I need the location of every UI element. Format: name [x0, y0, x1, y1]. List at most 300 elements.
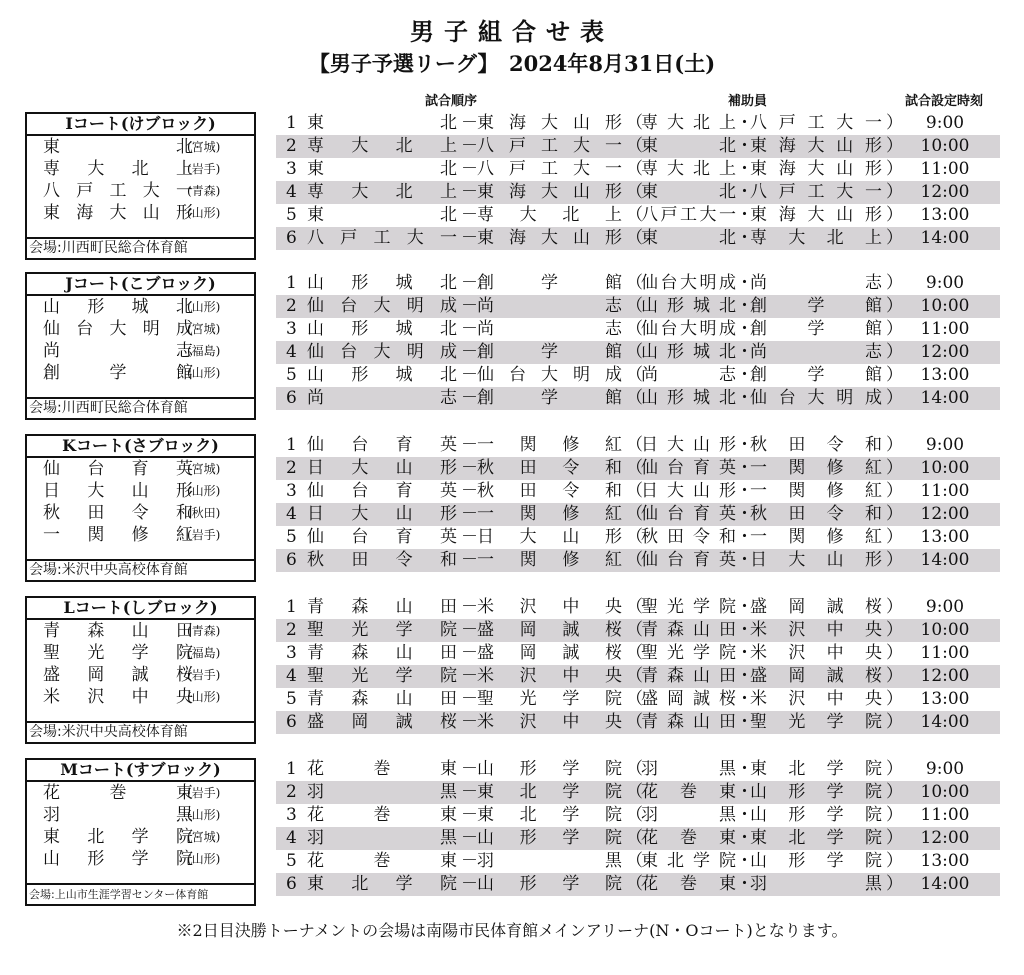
match-team-a: 東北	[307, 159, 457, 179]
match-row	[276, 364, 1000, 387]
assistant-1: 東北学院	[641, 851, 736, 871]
assistant-1: 専大北上	[641, 159, 736, 179]
paren-close: ）	[886, 874, 903, 894]
assistant-2: 一関修紅	[750, 458, 882, 478]
paren-close: ）	[886, 205, 903, 225]
separator-dot: ・	[736, 805, 753, 825]
match-row	[276, 204, 1000, 227]
team-entry	[27, 848, 254, 870]
match-team-b: 専大北上	[477, 205, 622, 225]
separator-dot: ・	[736, 159, 753, 179]
paren-close: ）	[886, 228, 903, 248]
match-time: 10:00	[920, 136, 970, 156]
versus-dash: －	[461, 597, 478, 617]
match-team-a: 花巻東	[307, 851, 457, 871]
paren-open: （	[626, 805, 643, 825]
match-team-a: 聖光学院	[307, 666, 457, 686]
match-team-a: 山形城北	[307, 319, 457, 339]
court-title: Mコート(すブロック)	[27, 760, 254, 782]
match-time: 11:00	[920, 319, 970, 339]
team-name: 東北学院	[43, 827, 193, 847]
court-title: Lコート(しブロック)	[27, 598, 254, 620]
versus-dash: －	[461, 435, 478, 455]
assistant-1: 東北	[641, 228, 736, 248]
match-number: 2	[286, 620, 297, 640]
paren-close: ）	[886, 851, 903, 871]
versus-dash: －	[461, 481, 478, 501]
assistant-1: 羽黒	[641, 759, 736, 779]
match-number: 1	[286, 435, 297, 455]
paren-close: ）	[886, 805, 903, 825]
team-name: 仙台育英	[43, 459, 193, 479]
match-row	[276, 135, 1000, 158]
team-entry	[27, 686, 254, 708]
match-list	[276, 272, 1000, 410]
match-time: 9:00	[925, 113, 965, 133]
separator-dot: ・	[736, 504, 753, 524]
match-number: 1	[286, 759, 297, 779]
team-prefecture: (青森)	[187, 184, 221, 198]
separator-dot: ・	[736, 597, 753, 617]
court-box	[25, 434, 256, 582]
match-number: 1	[286, 113, 297, 133]
separator-dot: ・	[736, 828, 753, 848]
separator-dot: ・	[736, 782, 753, 802]
team-name: 花巻東	[43, 783, 193, 803]
match-time: 11:00	[920, 805, 970, 825]
team-name: 山形学院	[43, 849, 193, 869]
match-time: 14:00	[920, 874, 970, 894]
team-name: 聖光学院	[43, 643, 193, 663]
assistant-1: 羽黒	[641, 805, 736, 825]
team-name: 羽黒	[43, 805, 193, 825]
team-name: 尚志	[43, 341, 193, 361]
paren-close: ）	[886, 527, 903, 547]
paren-open: （	[626, 874, 643, 894]
match-time: 12:00	[920, 504, 970, 524]
team-prefecture: (山形)	[187, 852, 221, 866]
separator-dot: ・	[736, 874, 753, 894]
match-team-a: 仙台育英	[307, 481, 457, 501]
versus-dash: －	[461, 159, 478, 179]
match-time: 9:00	[925, 273, 965, 293]
match-team-b: 尚志	[477, 296, 622, 316]
match-team-a: 盛岡誠桜	[307, 712, 457, 732]
match-number: 5	[286, 205, 297, 225]
match-time: 9:00	[925, 435, 965, 455]
team-entry	[27, 318, 254, 340]
match-time: 14:00	[920, 228, 970, 248]
paren-close: ）	[886, 273, 903, 293]
match-team-b: 創学館	[477, 388, 622, 408]
paren-open: （	[626, 113, 643, 133]
match-team-b: 創学館	[477, 273, 622, 293]
court-block	[0, 596, 1024, 752]
paren-open: （	[626, 597, 643, 617]
assistant-1: 専大北上	[641, 113, 736, 133]
assistant-2: 尚志	[750, 273, 882, 293]
match-team-a: 東北	[307, 205, 457, 225]
match-team-a: 東北学院	[307, 874, 457, 894]
assistant-2: 仙台大明成	[750, 388, 882, 408]
team-prefecture: (山形)	[187, 484, 221, 498]
court-title: Iコート(けブロック)	[27, 114, 254, 136]
match-number: 3	[286, 159, 297, 179]
paren-close: ）	[886, 296, 903, 316]
separator-dot: ・	[736, 550, 753, 570]
team-entry	[27, 180, 254, 202]
paren-open: （	[626, 527, 643, 547]
paren-open: （	[626, 712, 643, 732]
versus-dash: －	[461, 689, 478, 709]
separator-dot: ・	[736, 136, 753, 156]
paren-close: ）	[886, 388, 903, 408]
header-match-order: 試合順序	[425, 94, 478, 109]
versus-dash: －	[461, 458, 478, 478]
match-team-b: 山形学院	[477, 828, 622, 848]
match-team-a: 青森山田	[307, 643, 457, 663]
match-row	[276, 688, 1000, 711]
match-team-b: 尚志	[477, 319, 622, 339]
paren-open: （	[626, 228, 643, 248]
court-box	[25, 112, 256, 260]
match-team-a: 専大北上	[307, 182, 457, 202]
court-box	[25, 596, 256, 744]
match-row	[276, 272, 1000, 295]
separator-dot: ・	[736, 527, 753, 547]
team-name: 東北	[43, 137, 193, 157]
match-time: 10:00	[920, 296, 970, 316]
match-row	[276, 318, 1000, 341]
match-number: 3	[286, 481, 297, 501]
match-row	[276, 387, 1000, 410]
assistant-2: 米沢中央	[750, 689, 882, 709]
match-team-b: 聖光学院	[477, 689, 622, 709]
match-team-a: 山形城北	[307, 273, 457, 293]
versus-dash: －	[461, 712, 478, 732]
team-entry	[27, 296, 254, 318]
team-entry	[27, 480, 254, 502]
separator-dot: ・	[736, 319, 753, 339]
separator-dot: ・	[736, 620, 753, 640]
match-team-b: 一関修紅	[477, 435, 622, 455]
team-prefecture: (山形)	[187, 206, 221, 220]
match-team-a: 山形城北	[307, 365, 457, 385]
match-number: 5	[286, 689, 297, 709]
paren-close: ）	[886, 504, 903, 524]
paren-open: （	[626, 182, 643, 202]
paren-open: （	[626, 136, 643, 156]
separator-dot: ・	[736, 388, 753, 408]
match-team-a: 仙台大明成	[307, 342, 457, 362]
versus-dash: －	[461, 782, 478, 802]
versus-dash: －	[461, 113, 478, 133]
team-entry	[27, 458, 254, 480]
venue-label: 会場:川西町民総合体育館	[27, 397, 254, 418]
match-row	[276, 549, 1000, 572]
match-time: 13:00	[920, 851, 970, 871]
paren-close: ）	[886, 643, 903, 663]
assistant-1: 秋田令和	[641, 527, 736, 547]
versus-dash: －	[461, 527, 478, 547]
match-team-a: 日大山形	[307, 504, 457, 524]
separator-dot: ・	[736, 113, 753, 133]
match-row	[276, 619, 1000, 642]
team-entry	[27, 664, 254, 686]
match-number: 6	[286, 712, 297, 732]
venue-label: 会場:米沢中央高校体育館	[27, 721, 254, 742]
assistant-2: 米沢中央	[750, 620, 882, 640]
assistant-2: 秋田令和	[750, 435, 882, 455]
paren-open: （	[626, 388, 643, 408]
assistant-2: 東海大山形	[750, 136, 882, 156]
match-time: 12:00	[920, 342, 970, 362]
match-list	[276, 758, 1000, 896]
team-name: 創学館	[43, 363, 193, 383]
match-team-b: 八戸工大一	[477, 159, 622, 179]
assistant-1: 日大山形	[641, 435, 736, 455]
assistant-1: 日大山形	[641, 481, 736, 501]
assistant-2: 東北学院	[750, 759, 882, 779]
team-entry	[27, 502, 254, 524]
match-team-b: 東海大山形	[477, 182, 622, 202]
paren-open: （	[626, 782, 643, 802]
match-team-b: 東海大山形	[477, 228, 622, 248]
assistant-1: 尚志	[641, 365, 736, 385]
versus-dash: －	[461, 851, 478, 871]
paren-close: ）	[886, 458, 903, 478]
paren-close: ）	[886, 689, 903, 709]
match-list	[276, 112, 1000, 250]
team-prefecture: (秋田)	[187, 506, 221, 520]
assistant-2: 創学館	[750, 365, 882, 385]
paren-close: ）	[886, 159, 903, 179]
paren-close: ）	[886, 620, 903, 640]
match-number: 1	[286, 273, 297, 293]
match-row	[276, 181, 1000, 204]
match-time: 14:00	[920, 712, 970, 732]
assistant-1: 花巻東	[641, 828, 736, 848]
paren-open: （	[626, 643, 643, 663]
match-team-a: 花巻東	[307, 805, 457, 825]
paren-close: ）	[886, 782, 903, 802]
team-entry	[27, 804, 254, 826]
paren-open: （	[626, 458, 643, 478]
match-row	[276, 158, 1000, 181]
versus-dash: －	[461, 620, 478, 640]
match-number: 3	[286, 643, 297, 663]
team-prefecture: (青森)	[187, 624, 221, 638]
court-title: Jコート(こブロック)	[27, 274, 254, 296]
paren-close: ）	[886, 182, 903, 202]
assistant-1: 山形城北	[641, 296, 736, 316]
match-number: 3	[286, 805, 297, 825]
match-number: 1	[286, 597, 297, 617]
court-block	[0, 272, 1024, 428]
match-row	[276, 526, 1000, 549]
separator-dot: ・	[736, 365, 753, 385]
assistant-2: 一関修紅	[750, 527, 882, 547]
team-entry	[27, 136, 254, 158]
versus-dash: －	[461, 828, 478, 848]
assistant-2: 米沢中央	[750, 643, 882, 663]
assistant-2: 秋田令和	[750, 504, 882, 524]
team-entry	[27, 642, 254, 664]
assistant-1: 八戸工大一	[641, 205, 736, 225]
assistant-2: 聖光学院	[750, 712, 882, 732]
assistant-2: 創学館	[750, 296, 882, 316]
paren-close: ）	[886, 759, 903, 779]
match-time: 13:00	[920, 205, 970, 225]
assistant-2: 山形学院	[750, 782, 882, 802]
match-team-a: 八戸工大一	[307, 228, 457, 248]
separator-dot: ・	[736, 759, 753, 779]
versus-dash: －	[461, 319, 478, 339]
court-box	[25, 758, 256, 906]
assistant-2: 羽黒	[750, 874, 882, 894]
team-prefecture: (福島)	[187, 344, 221, 358]
match-row	[276, 457, 1000, 480]
assistant-1: 仙台育英	[641, 550, 736, 570]
paren-close: ）	[886, 113, 903, 133]
match-team-a: 羽黒	[307, 782, 457, 802]
match-team-b: 盛岡誠桜	[477, 620, 622, 640]
paren-close: ）	[886, 136, 903, 156]
assistant-1: 青森山田	[641, 620, 736, 640]
assistant-1: 東北	[641, 136, 736, 156]
paren-close: ）	[886, 435, 903, 455]
match-team-b: 米沢中央	[477, 712, 622, 732]
assistant-1: 聖光学院	[641, 597, 736, 617]
versus-dash: －	[461, 205, 478, 225]
match-row	[276, 503, 1000, 526]
assistant-1: 仙台大明成	[641, 319, 736, 339]
match-team-b: 山形学院	[477, 759, 622, 779]
match-list	[276, 434, 1000, 572]
match-row	[276, 341, 1000, 364]
team-entry	[27, 524, 254, 546]
team-prefecture: (宮城)	[187, 830, 221, 844]
paren-close: ）	[886, 481, 903, 501]
match-row	[276, 781, 1000, 804]
match-time: 9:00	[925, 597, 965, 617]
team-prefecture: (山形)	[187, 366, 221, 380]
match-team-b: 秋田令和	[477, 458, 622, 478]
versus-dash: －	[461, 228, 478, 248]
page-title: 男子組合せ表	[410, 17, 614, 46]
match-time: 13:00	[920, 365, 970, 385]
venue-label: 会場:上山市生涯学習センター体育館	[27, 883, 254, 904]
team-entry	[27, 340, 254, 362]
match-time: 10:00	[920, 620, 970, 640]
versus-dash: －	[461, 273, 478, 293]
separator-dot: ・	[736, 228, 753, 248]
assistant-1: 青森山田	[641, 712, 736, 732]
assistant-1: 聖光学院	[641, 643, 736, 663]
team-name: 青森山田	[43, 621, 193, 641]
match-team-b: 山形学院	[477, 874, 622, 894]
match-team-b: 八戸工大一	[477, 136, 622, 156]
match-row	[276, 827, 1000, 850]
assistant-2: 東海大山形	[750, 159, 882, 179]
match-number: 5	[286, 527, 297, 547]
match-row	[276, 758, 1000, 781]
assistant-2: 創学館	[750, 319, 882, 339]
paren-open: （	[626, 759, 643, 779]
match-row	[276, 665, 1000, 688]
paren-open: （	[626, 342, 643, 362]
team-name: 秋田令和	[43, 503, 193, 523]
paren-open: （	[626, 620, 643, 640]
separator-dot: ・	[736, 342, 753, 362]
separator-dot: ・	[736, 666, 753, 686]
team-prefecture: (岩手)	[187, 162, 221, 176]
match-row	[276, 873, 1000, 896]
team-entry	[27, 202, 254, 224]
team-name: 東海大山形	[43, 203, 193, 223]
team-prefecture: (福島)	[187, 646, 221, 660]
match-team-a: 青森山田	[307, 597, 457, 617]
separator-dot: ・	[736, 643, 753, 663]
match-team-b: 東海大山形	[477, 113, 622, 133]
paren-close: ）	[886, 712, 903, 732]
assistant-1: 仙台育英	[641, 458, 736, 478]
match-number: 6	[286, 874, 297, 894]
versus-dash: －	[461, 805, 478, 825]
match-team-b: 創学館	[477, 342, 622, 362]
match-team-a: 青森山田	[307, 689, 457, 709]
team-name: 山形城北	[43, 297, 193, 317]
assistant-2: 東海大山形	[750, 205, 882, 225]
paren-open: （	[626, 273, 643, 293]
team-entry	[27, 620, 254, 642]
team-entry	[27, 782, 254, 804]
versus-dash: －	[461, 666, 478, 686]
assistant-1: 仙台大明成	[641, 273, 736, 293]
versus-dash: －	[461, 643, 478, 663]
court-block	[0, 112, 1024, 268]
venue-label: 会場:川西町民総合体育館	[27, 237, 254, 258]
match-team-b: 秋田令和	[477, 481, 622, 501]
match-time: 12:00	[920, 666, 970, 686]
team-prefecture: (宮城)	[187, 140, 221, 154]
court-block	[0, 434, 1024, 590]
assistant-2: 専大北上	[750, 228, 882, 248]
match-time: 9:00	[925, 759, 965, 779]
paren-open: （	[626, 205, 643, 225]
match-number: 6	[286, 388, 297, 408]
team-prefecture: (山形)	[187, 300, 221, 314]
paren-open: （	[626, 435, 643, 455]
match-number: 3	[286, 319, 297, 339]
team-prefecture: (宮城)	[187, 462, 221, 476]
court-box	[25, 272, 256, 420]
match-number: 4	[286, 504, 297, 524]
assistant-1: 東北	[641, 182, 736, 202]
header-assistants: 補助員	[728, 94, 768, 109]
paren-open: （	[626, 689, 643, 709]
match-time: 14:00	[920, 388, 970, 408]
match-number: 4	[286, 182, 297, 202]
match-number: 4	[286, 666, 297, 686]
court-block	[0, 758, 1024, 914]
assistant-1: 盛岡誠桜	[641, 689, 736, 709]
match-time: 11:00	[920, 481, 970, 501]
match-row	[276, 711, 1000, 734]
paren-open: （	[626, 365, 643, 385]
match-time: 13:00	[920, 527, 970, 547]
assistant-2: 山形学院	[750, 805, 882, 825]
